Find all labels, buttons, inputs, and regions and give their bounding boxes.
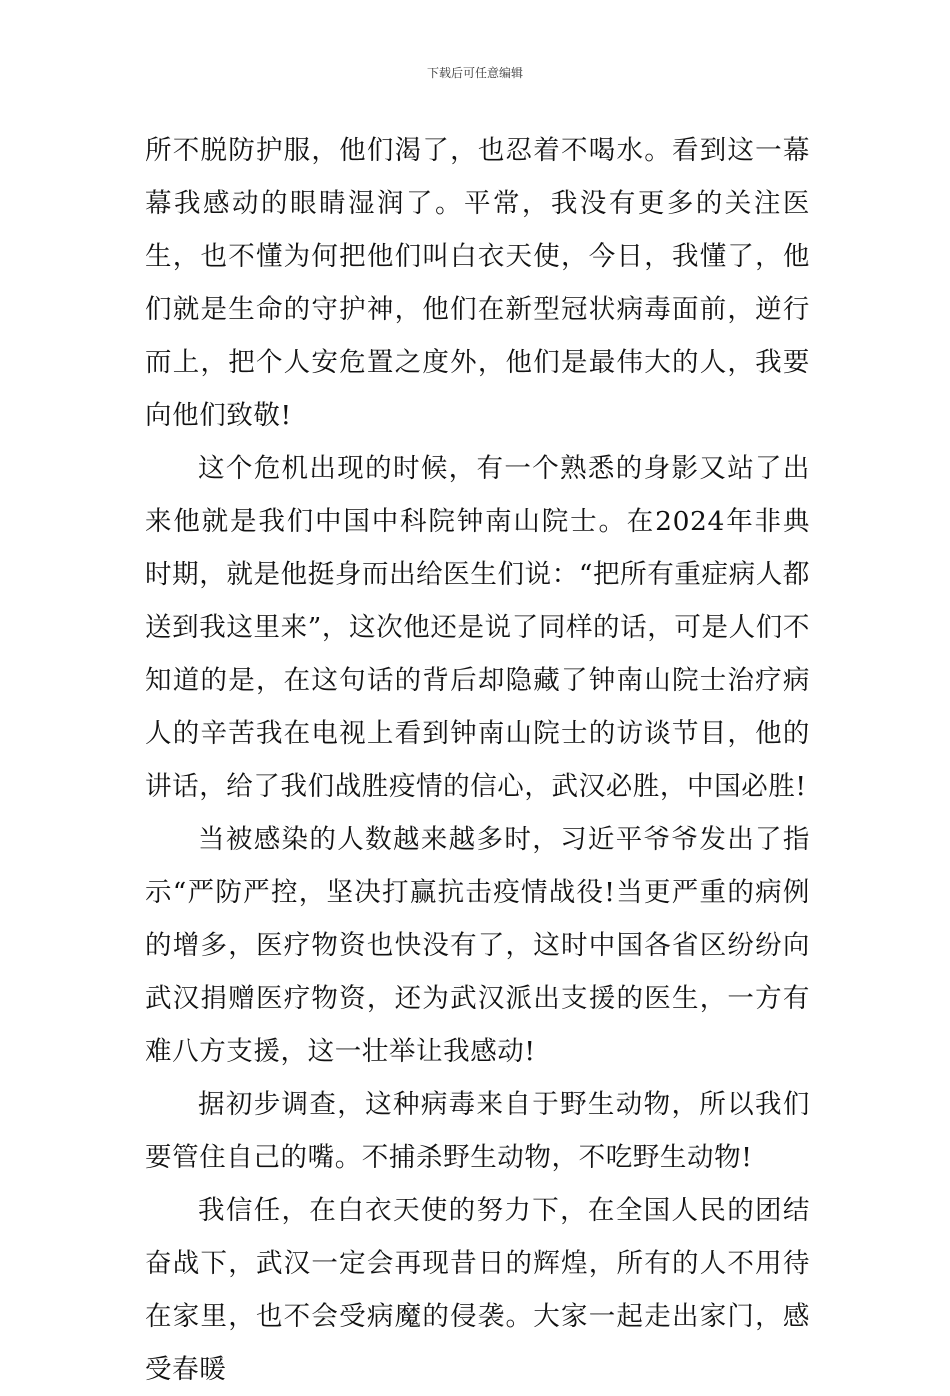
paragraph-5: 我信任，在白衣天使的努力下，在全国人民的团结奋战下，武汉一定会再现昔日的辉煌，所有的人不用待在家里，也不会受病魔的侵袭。大家一起走出家门，感受春暖 <box>145 1195 810 1385</box>
paragraph-4: 据初步调查，这种病毒来自于野生动物，所以我们要管住自己的嘴。不捕杀野生动物，不吃野生动物! <box>145 1089 810 1173</box>
paragraph-1: 所不脱防护服，他们渴了，也忍着不喝水。看到这一幕幕我感动的眼睛湿润了。平常，我没有更多的关注医生，也不懂为何把他们叫白衣天使，今日，我懂了，他们就是生命的守护神，他们在新型冠状病毒面前，逆行而上，把个人安危置之度外，他们是最伟大的人，我要向他们致敬! <box>145 135 810 431</box>
document-body <box>145 124 810 1396</box>
paragraph-2: 这个危机出现的时候，有一个熟悉的身影又站了出来他就是我们中国中科院钟南山院士。在2024年非典时期，就是他挺身而出给医生们说：“把所有重症病人都送到我这里来”，这次他还是说了同样的话，可是人们不知道的是，在这句话的背后却隐藏了钟南山院士治疗病人的辛苦我在电视上看到钟南山院士的访谈节目，他的讲话，给了我们战胜疫情的信心，武汉必胜，中国必胜! <box>145 453 810 802</box>
paragraph-3: 当被感染的人数越来越多时，习近平爷爷发出了指示“严防严控，坚决打赢抗击疫情战役!当更严重的病例的增多，医疗物资也快没有了，这时中国各省区纷纷向武汉捐赠医疗物资，还为武汉派出支援的医生，一方有难八方支援，这一壮举让我感动! <box>145 824 810 1067</box>
page-header-note: 下载后可任意编辑 <box>426 66 523 80</box>
